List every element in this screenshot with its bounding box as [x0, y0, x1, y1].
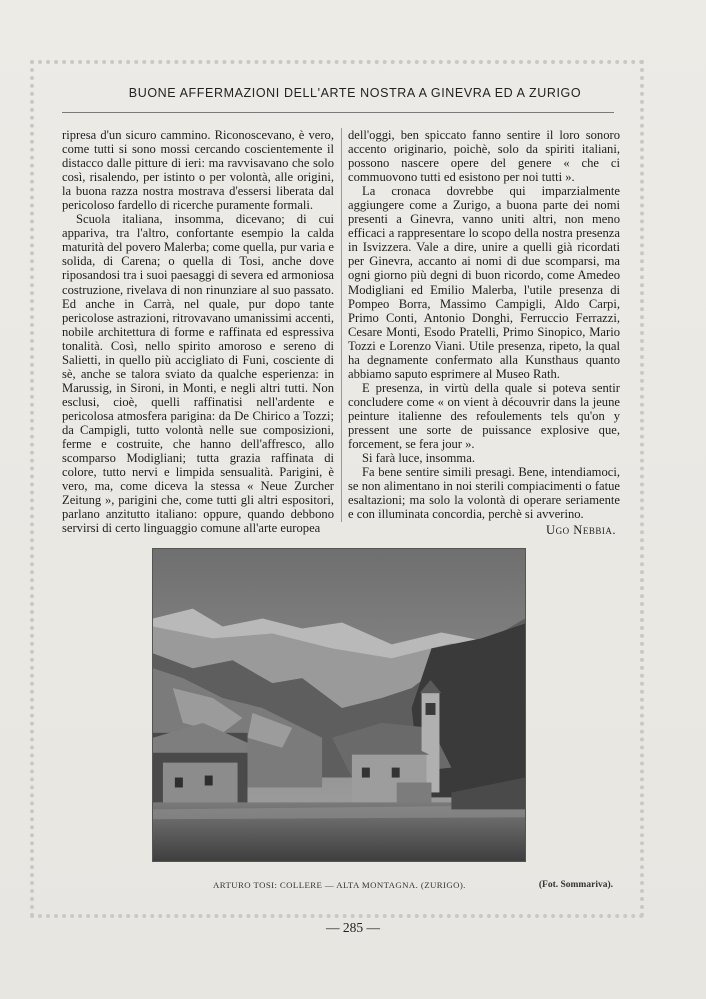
- column-divider: [341, 128, 342, 522]
- author-signature: Ugo Nebbia.: [546, 523, 616, 538]
- right-paragraph-5: Fa bene sentire simili presagi. Bene, intendiamoci, se non alimentano in noi sterili compiacimenti o fatue esaltazioni; ma solo la volontà di operare seriamente e con illuminata concordia, perchè si avverino.: [348, 465, 620, 522]
- photo-credit: (Fot. Sommariva).: [538, 880, 613, 890]
- left-paragraph-2: Scuola italiana, insomma, dicevano; di cui appariva, tra l'altro, confortante esempio la calda maturità del povero Malerba; come quella, pur varia e solida, di Carena; o quella di Tosi, anche dove riposandosi tra i suoi paesaggi di severa ed armoniosa costruzione, rivelava di non rinunziare al suo passato. Ed anche in Carrà, nel quale, pur dopo tante pericolose astrazioni, ritrovavano umanissimi accenti, nobile architettura di forme e raffinata ed espressiva tonalità. Così, nello spirito amoroso e sereno di Salietti, in quello più accigliato di Funi, cosciente di sè, anche se talora sviato da qualche esperienza: in Marussig, in Sironi, in Monti, e negli altri tutti. Non esclusi, cioè, quelli raffinatisi nell'ardente e pericolosa atmosfera parigina: da De Chirico a Tozzi; da Campigli, tutto volontà nelle sue composizioni, ferme e costruite, che hanno dell'affresco, allo scomparso Modigliani; tutta grazia raffinata di colore, tutto nervi e limpida sensualità. Parigini, è vero, ma, come diceva la stessa « Neue Zurcher Zeitung », parigini che, come tutti gli altri espositori, parlano anzitutto italiano: oppure, quando debbono servirsi di certo linguaggio comune all'arte europea: [62, 212, 334, 536]
- right-paragraph-3: E presenza, in virtù della quale si poteva sentir concludere come « on vient à découvrir dans la jeune peinture italienne des refoulements tels qu'on y pressent une sorte de puissance explosive que, forcement, se fera jour ».: [348, 380, 620, 452]
- painting-landscape-image: [153, 549, 525, 861]
- running-header: BUONE AFFERMAZIONI DELL'ARTE NOSTRA A GINEVRA ED A ZURIGO: [128, 86, 582, 100]
- header-rule: [62, 112, 614, 113]
- figure-caption: ARTURO TOSI: COLLERE — ALTA MONTAGNA. (ZURIGO).: [213, 880, 466, 890]
- painting-reproduction: [152, 548, 526, 862]
- left-column: [62, 128, 334, 535]
- page-number: — 285 —: [326, 920, 380, 935]
- left-paragraph-1: ripresa d'un sicuro cammino. Riconoscevano, è vero, come tutti si sono mossi cercando coscientemente il distacco dalle pitture di ieri: ma ravvisavano che solo così, risalendo, per istinto o per volontà, alle origini, la buona razza nostra mostrava d'essersi liberata dal pericoloso fardello di ricerche puramente formali.: [62, 128, 334, 213]
- right-column: [348, 128, 620, 537]
- right-paragraph-4: Si farà luce, insomma.: [362, 451, 475, 466]
- right-paragraph-2: La cronaca dovrebbe qui imparzialmente aggiungere come a Zurigo, a buona parte dei nomi presenti a Ginevra, vanno uniti altri, non meno efficaci a rappresentare lo scopo della nostra presenza in Isvizzera. Vale a dire, unire a quelli già ricordati per Ginevra, accanto ai nomi di due scomparsi, ma ogni giorno più degni di buon ricordo, come Amedeo Modigliani ed Emilio Malerba, l'utile presenza di Pompeo Borra, Massimo Campigli, Aldo Carpi, Primo Conti, Antonio Donghi, Ferruccio Ferrazzi, Cesare Monti, Esodo Pratelli, Primo Sinopico, Mario Tozzi e Lorenzo Viani. Utile presenza, ripeto, la qual ha degnamente confermato alla Kunsthaus quanto abbiamo saputo esprimere al Museo Rath.: [348, 184, 620, 381]
- right-paragraph-1: dell'oggi, ben spiccato fanno sentire il loro sonoro accento originario, poichè, solo da spiriti italiani, possono nascere opere del genere « che ci commuovono tutti ed esistono per noi tutti ».: [348, 128, 620, 185]
